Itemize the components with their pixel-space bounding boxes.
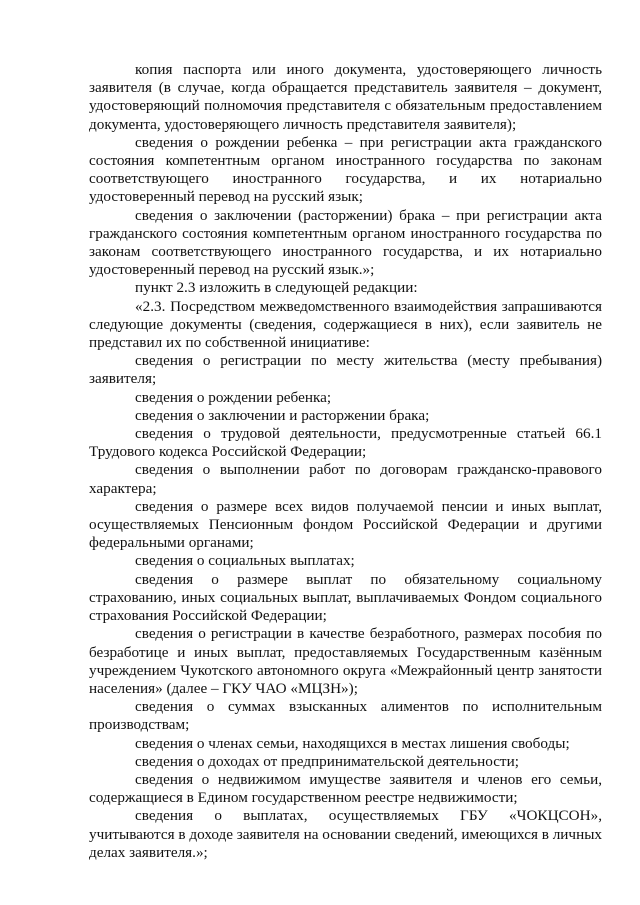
- list-item-civil-contracts: сведения о выполнении работ по договорам гражданско-правового характера;: [89, 461, 602, 497]
- list-item-labor-activity: сведения о трудовой деятельности, предусмотренные статьей 66.1 Трудового кодекса Российской Федерации;: [89, 425, 602, 461]
- paragraph-marriage-foreign: сведения о заключении (расторжении) брака – при регистрации акта гражданского состояния компетентным органом иностранного государства по законам соответствующего иностранного государства, и их нотариально удостоверенный перевод на русский язык.»;: [89, 206, 602, 279]
- list-item-pension: сведения о размере всех видов получаемой пенсии и иных выплат, осуществляемых Пенсионным фондом Российской Федерации и другими федеральными органами;: [89, 497, 602, 552]
- list-item-marriage: сведения о заключении и расторжении брака;: [135, 406, 430, 424]
- list-item-imprisoned-family: сведения о членах семьи, находящихся в местах лишения свободы;: [135, 734, 570, 752]
- list-item-business-income: сведения о доходах от предпринимательской деятельности;: [135, 752, 519, 770]
- list-item-social-insurance: сведения о размере выплат по обязательному социальному страхованию, иных социальных выплат, выплачиваемых Фондом социального страхования Российской Федерации;: [89, 570, 602, 625]
- list-item-unemployment: сведения о регистрации в качестве безработного, размерах пособия по безработице и иных выплат, предоставляемых Государственным казённым учреждением Чукотского автономного округа «Межрайонный центр занятости населения» (далее – ГКУ ЧАО «МЦЗН»);: [89, 625, 602, 697]
- list-item-gbu-payments: сведения о выплатах, осуществляемых ГБУ «ЧОКЦСОН», учитываются в доходе заявителя на основании сведений, имеющихся в личных делах заявителя.»;: [89, 807, 602, 861]
- paragraph-passport-copy: копия паспорта или иного документа, удостоверяющего личность заявителя (в случае, когда обращается представитель заявителя – документ, удостоверяющий полномочия представителя с обязательным предоставлением документа, удостоверяющего личность представителя заявителя);: [89, 61, 602, 133]
- paragraph-birth-foreign: сведения о рождении ребенка – при регистрации акта гражданского состояния компетентным органом иностранного государства по законам соответствующего иностранного государства, и их нотариально удостоверенный перевод на русский язык;: [89, 133, 602, 206]
- list-item-real-estate: сведения о недвижимом имуществе заявителя и членов его семьи, содержащиеся в Едином государственном реестре недвижимости;: [89, 770, 602, 807]
- paragraph-clause-2-3: «2.3. Посредством межведомственного взаимодействия запрашиваются следующие документы (сведения, содержащиеся в них), если заявитель не представил их по собственной инициативе:: [89, 297, 602, 352]
- list-item-birth: сведения о рождении ребенка;: [135, 388, 332, 406]
- list-item-registration: сведения о регистрации по месту жительства (месту пребывания) заявителя;: [89, 352, 602, 388]
- list-item-social-payments: сведения о социальных выплатах;: [135, 552, 355, 570]
- paragraph-clause-2-3-intro: пункт 2.3 изложить в следующей редакции:: [135, 279, 418, 297]
- list-item-alimony: сведения о суммах взысканных алиментов по исполнительным производствам;: [89, 698, 602, 734]
- document-body: [89, 61, 602, 862]
